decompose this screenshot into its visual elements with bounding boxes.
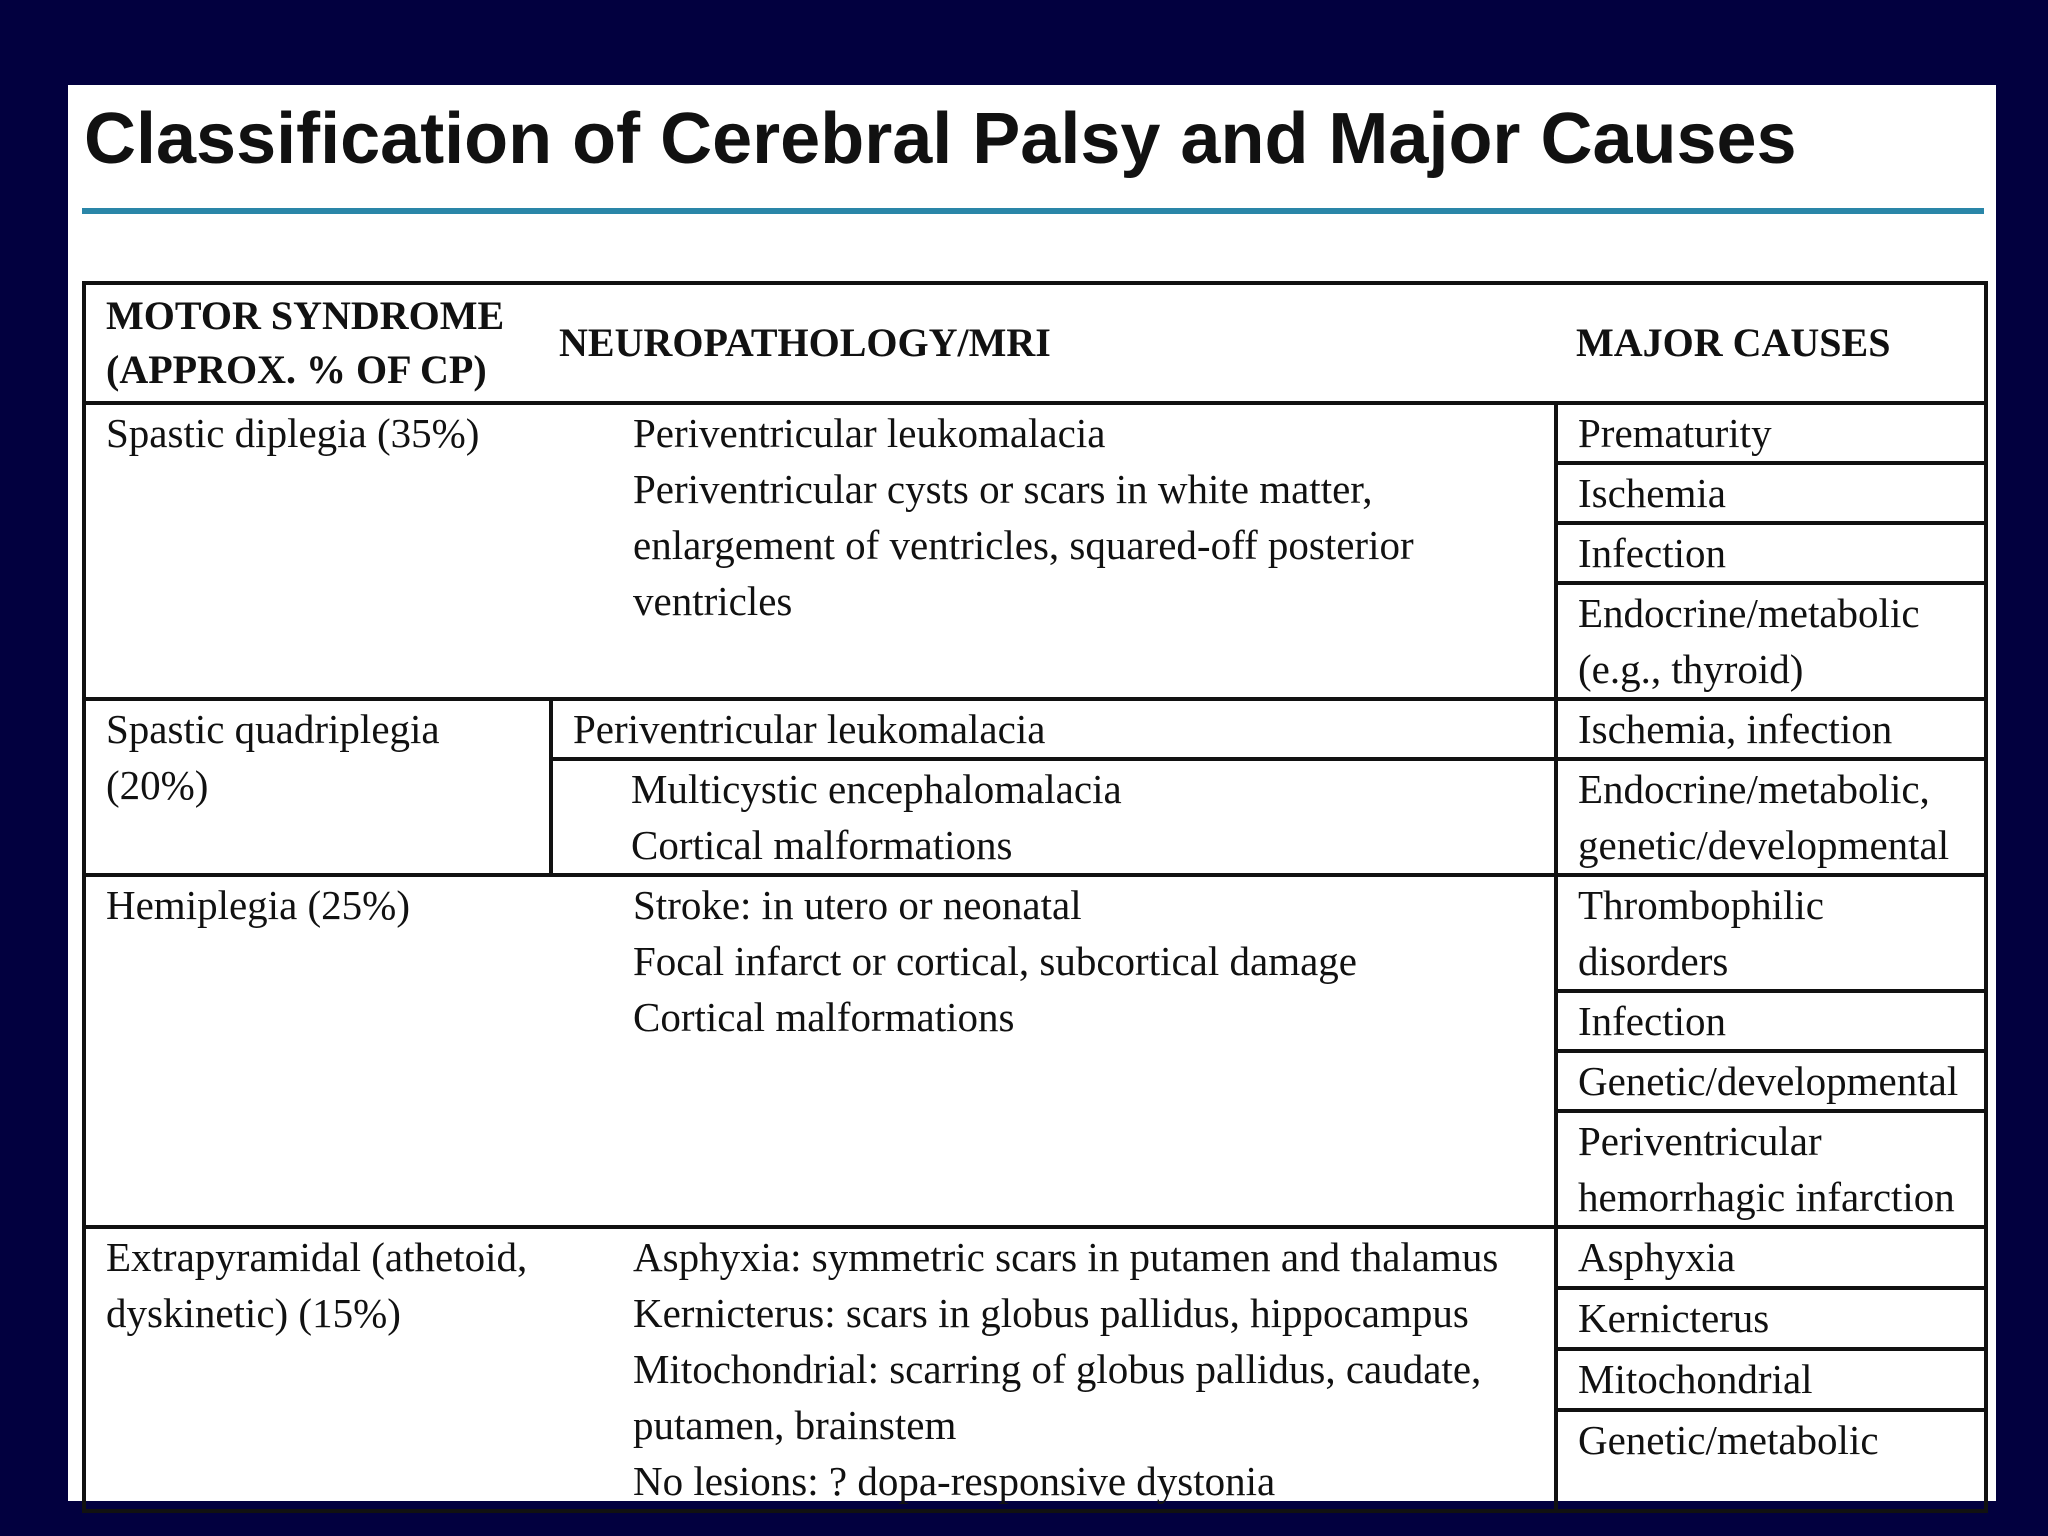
neuro-spastic-diplegia xyxy=(551,403,1556,699)
syndrome-line: dyskinetic) (15%) xyxy=(106,1290,401,1336)
neuro-line: Periventricular leukomalacia xyxy=(633,410,1106,456)
neuro-line: Asphyxia: symmetric scars in putamen and thalamus xyxy=(633,1234,1499,1280)
slide xyxy=(68,85,1996,1504)
cause-line: Periventricular xyxy=(1578,1118,1822,1164)
classification-table xyxy=(82,281,1988,1513)
cause-cell: Genetic/developmental xyxy=(1556,1051,1986,1111)
syndrome-line: Spastic quadriplegia xyxy=(106,706,440,752)
table-row xyxy=(84,875,1986,991)
cause-line: disorders xyxy=(1578,938,1729,984)
neuro-line: Cortical malformations xyxy=(633,994,1015,1040)
cause-cell: Infection xyxy=(1556,991,1986,1051)
neuro-line: Multicystic encephalomalacia xyxy=(631,766,1122,812)
neuro-line: ventricles xyxy=(633,578,793,624)
header-motor-line-2: (APPROX. % OF CP) xyxy=(106,347,487,392)
header-major-causes: MAJOR CAUSES xyxy=(1556,283,1986,403)
cause-cell: Ischemia, infection xyxy=(1556,699,1986,759)
cause-cell: Genetic/metabolic xyxy=(1556,1410,1986,1511)
neuro-line: No lesions: ? dopa-responsive dystonia xyxy=(633,1458,1276,1504)
cause-cell: Prematurity xyxy=(1556,403,1986,463)
cause-line: Endocrine/metabolic xyxy=(1578,590,1920,636)
syndrome-hemiplegia: Hemiplegia (25%) xyxy=(84,875,551,1227)
neuro-line: Mitochondrial: scarring of globus pallidus, caudate, xyxy=(633,1346,1482,1392)
neuro-line: Periventricular cysts or scars in white matter, xyxy=(633,466,1373,512)
neuro-line: Kernicterus: scars in globus pallidus, hippocampus xyxy=(633,1290,1469,1336)
syndrome-spastic-quadriplegia xyxy=(84,699,551,875)
neuro-line: Stroke: in utero or neonatal xyxy=(633,882,1082,928)
header-motor-line-1: MOTOR SYNDROME xyxy=(106,293,505,338)
header-row xyxy=(84,283,1986,403)
neuro-hemiplegia xyxy=(551,875,1556,1227)
cause-line: hemorrhagic infarction xyxy=(1578,1174,1955,1220)
cause-cell: Mitochondrial xyxy=(1556,1349,1986,1410)
syndrome-line: Extrapyramidal (athetoid, xyxy=(106,1234,528,1280)
cause-cell: Kernicterus xyxy=(1556,1288,1986,1349)
cause-cell: Asphyxia xyxy=(1556,1227,1986,1288)
cause-cell xyxy=(1556,759,1986,875)
neuro-line: putamen, brainstem xyxy=(633,1402,957,1448)
classification-table-container xyxy=(82,281,1984,1504)
header-neuropathology: NEUROPATHOLOGY/MRI xyxy=(551,283,1556,403)
cause-cell xyxy=(1556,875,1986,991)
syndrome-line: (20%) xyxy=(106,762,209,808)
table-row xyxy=(84,699,1986,759)
cause-line: (e.g., thyroid) xyxy=(1578,646,1804,692)
slide-title: Classification of Cerebral Palsy and Major Causes xyxy=(84,99,1797,179)
neuro-extrapyramidal xyxy=(551,1227,1556,1511)
table-row xyxy=(84,403,1986,463)
cause-line: genetic/developmental xyxy=(1578,822,1950,868)
neuro-spastic-quadriplegia-b xyxy=(551,759,1556,875)
cause-line: Thrombophilic xyxy=(1578,882,1824,928)
title-underline xyxy=(82,208,1984,214)
neuro-spastic-quadriplegia-a: Periventricular leukomalacia xyxy=(551,699,1556,759)
neuro-line: enlargement of ventricles, squared-off posterior xyxy=(633,522,1414,568)
neuro-line: Cortical malformations xyxy=(631,822,1013,868)
table-row xyxy=(84,1227,1986,1288)
syndrome-spastic-diplegia: Spastic diplegia (35%) xyxy=(84,403,551,699)
syndrome-extrapyramidal xyxy=(84,1227,551,1511)
cause-cell: Ischemia xyxy=(1556,463,1986,523)
header-motor-syndrome xyxy=(84,283,551,403)
neuro-line: Focal infarct or cortical, subcortical damage xyxy=(633,938,1358,984)
cause-cell: Infection xyxy=(1556,523,1986,583)
cause-cell xyxy=(1556,583,1986,699)
cause-cell xyxy=(1556,1111,1986,1227)
cause-line: Endocrine/metabolic, xyxy=(1578,766,1930,812)
